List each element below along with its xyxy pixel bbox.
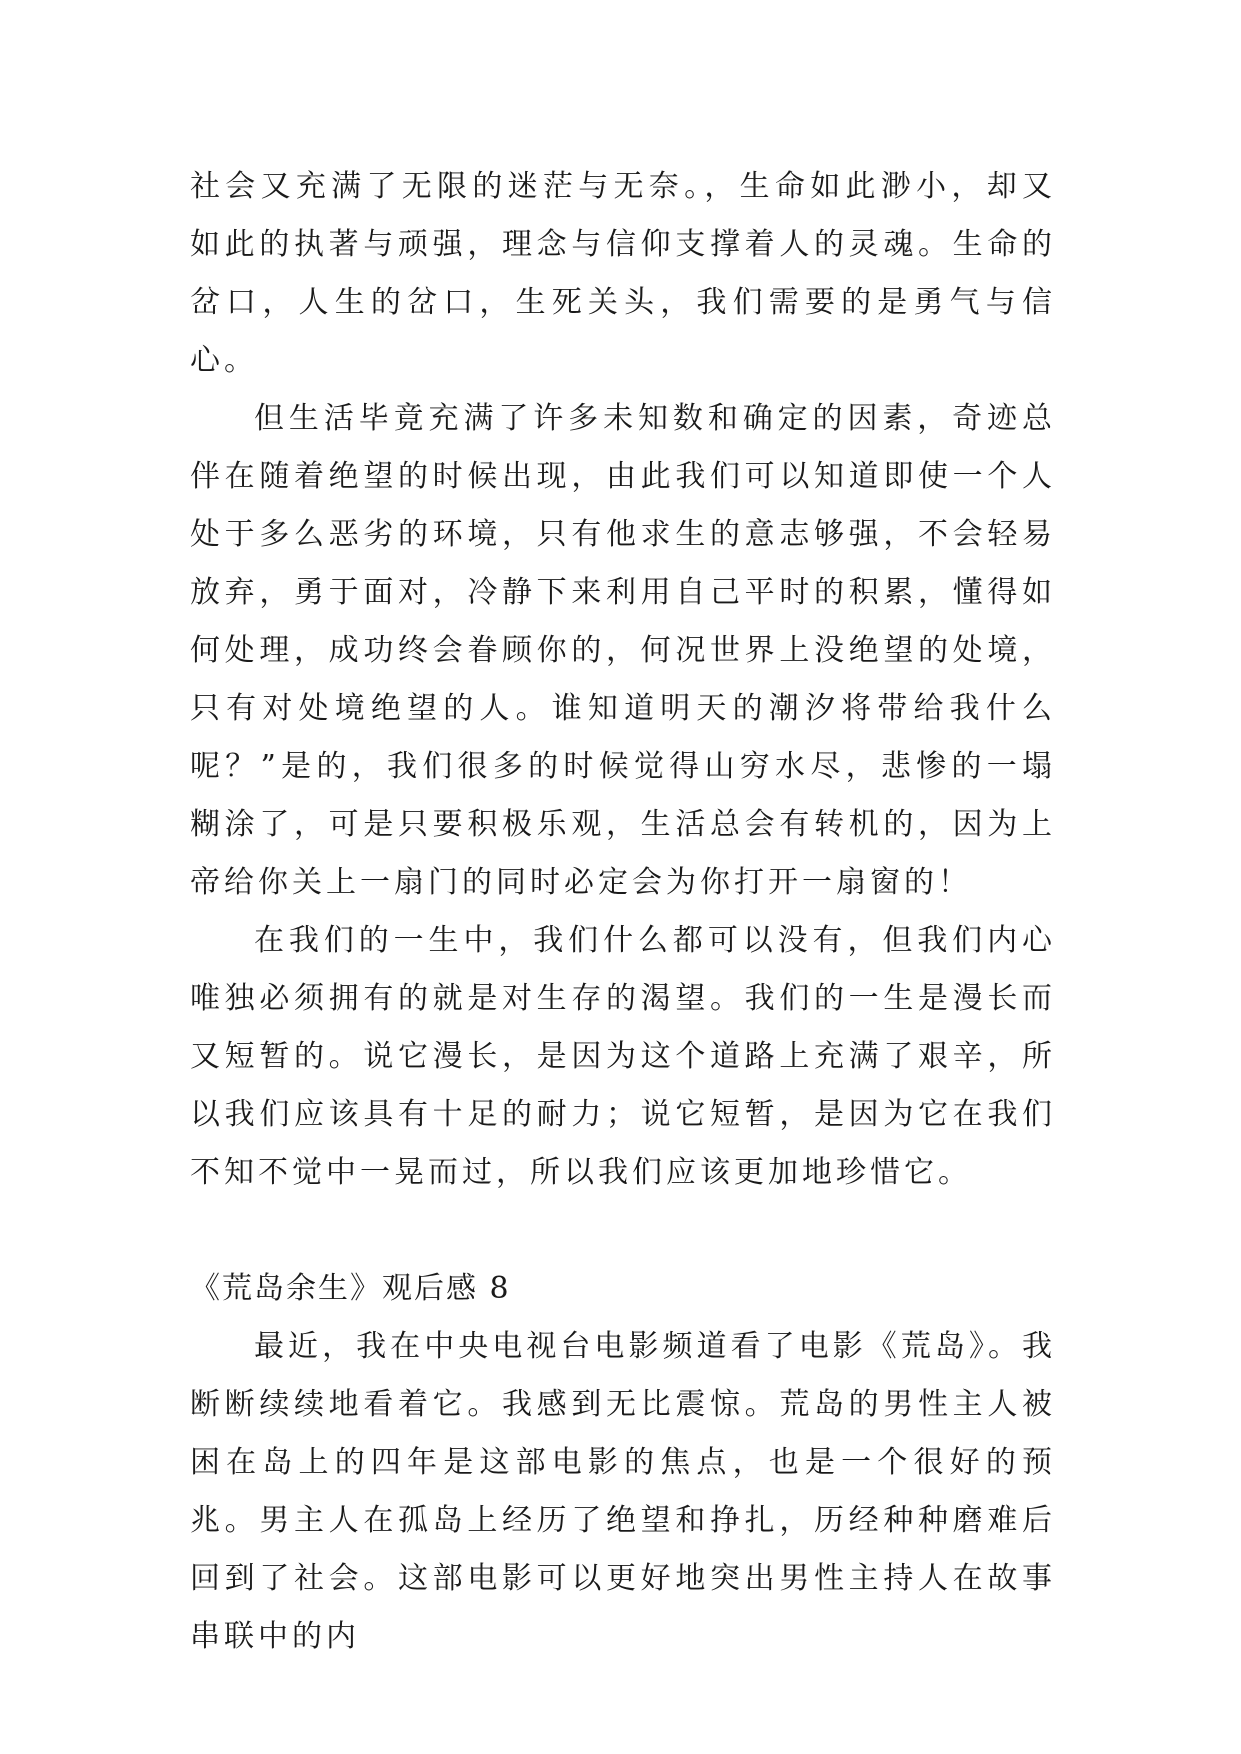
paragraph-2: 但生活毕竟充满了许多未知数和确定的因素，奇迹总伴在随着绝望的时候出现，由此我们可以知道即使一个人处于多么恶劣的环境，只有他求生的意志够强，不会轻易放弃，勇于面对，冷静下来利用自己平时的积累，懂得如何处理，成功终会眷顾你的，何况世界上没绝望的处境，只有对处境绝望的人。谁知道明天的潮汐将带给我什么呢？”是的，我们很多的时候觉得山穷水尽，悲惨的一塌糊涂了，可是只要积极乐观，生活总会有转机的，因为上帝给你关上一扇门的同时必定会为你打开一扇窗的！ bbox=[190, 401, 1056, 900]
document-page bbox=[190, 158, 1056, 1666]
paragraph-3: 在我们的一生中，我们什么都可以没有，但我们内心唯独必须拥有的就是对生存的渴望。我们的一生是漫长而又短暂的。说它漫长，是因为这个道路上充满了艰辛，所以我们应该具有十足的耐力；说它短暂，是因为它在我们不知不觉中一晃而过，所以我们应该更加地珍惜它。 bbox=[190, 923, 1056, 1190]
paragraph-1: 社会又充满了无限的迷茫与无奈。，生命如此渺小，却又如此的执著与顽强，理念与信仰支撑着人的灵魂。生命的岔口，人生的岔口，生死关头，我们需要的是勇气与信心。 bbox=[190, 169, 1056, 378]
paragraph-4: 最近，我在中央电视台电影频道看了电影《荒岛》。我断断续续地看着它。我感到无比震惊。荒岛的男性主人被困在岛上的四年是这部电影的焦点，也是一个很好的预兆。男主人在孤岛上经历了绝望和挣扎，历经种种磨难后回到了社会。这部电影可以更好地突出男性主持人在故事串联中的内 bbox=[190, 1329, 1056, 1654]
section-heading: 《荒岛余生》观后感 8 bbox=[190, 1271, 511, 1306]
